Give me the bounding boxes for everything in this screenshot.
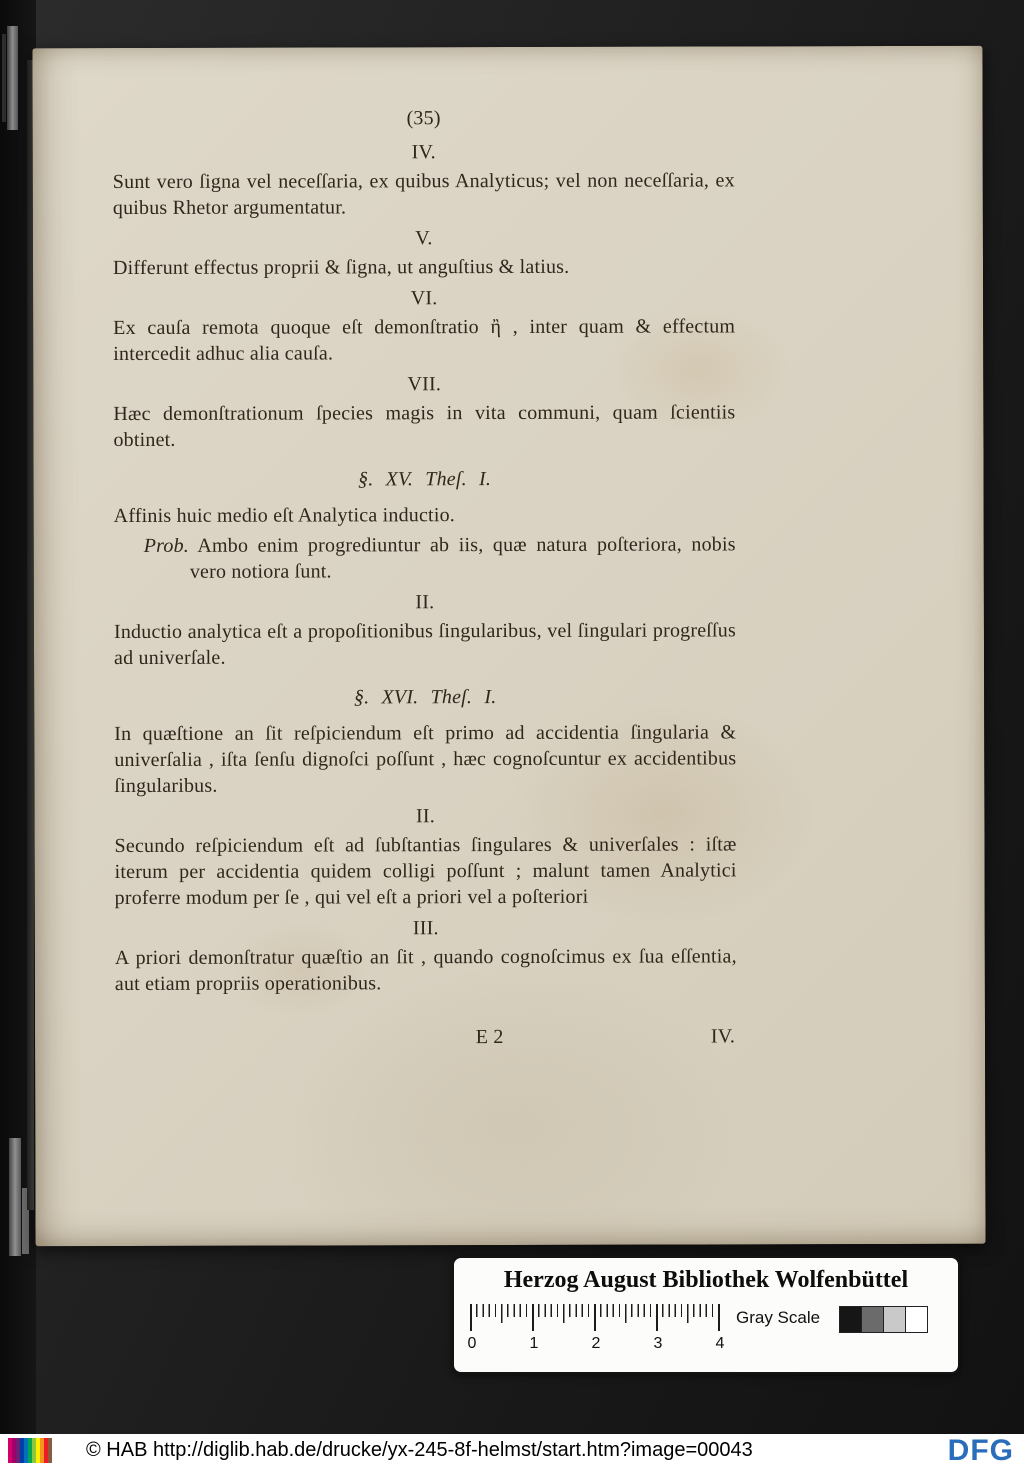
cm-ruler [467,1304,725,1353]
ruler-number: 4 [715,1335,725,1352]
color-strip [48,1438,52,1463]
gray-scale-swatch [839,1306,862,1333]
ruler-number: 0 [467,1335,477,1352]
section-heading: IV. [411,141,436,164]
color-calibration-strip [8,1438,52,1463]
body-paragraph: In quæſtione an ſit reſpiciendum eſt primo ad accidentia ſingularia & univerſalia , iſta ſenſu dignoſci poſſunt , hæc cognoſcuntur ex accidentibus ſingularibus. [114,721,737,798]
gray-scale-label: Gray Scale [736,1308,821,1327]
thesis-heading: §. XVI. Theſ. I. [353,686,497,709]
gray-scale-swatch [861,1306,884,1333]
page-edge [7,26,18,130]
page-edge [2,34,6,122]
signature-row [115,1023,737,1052]
thesis-heading: §. XV. Theſ. I. [357,468,492,491]
body-paragraph: A priori demonſtratur quæſtio an ſit , quando cognoſcimus ex ſua eſſentia, aut etiam propriis operationibus. [114,945,737,996]
source-url-text: © HAB http://diglib.hab.de/drucke/yx-245-8f-helmst/start.htm?image=00043 [86,1439,753,1461]
body-paragraph: Secundo reſpiciendum eſt ad ſubſtantias ſingulares & univerſales : iſtæ iterum per accidentia quidem colligi poſſunt ; malunt tamen Analytici proferre modum per ſe , qui vel eſt a priori vel a poſteriori [114,833,737,910]
ruler-numbers [467,1335,725,1353]
gray-scale-swatch [905,1306,928,1333]
body-paragraph: Affinis huic medio eſt Analytica inductio. [113,504,455,528]
body-paragraph: Sunt vero ſigna vel neceſſaria, ex quibus Analyticus; vel non neceſſaria, ex quibus Rhetor argumentatur. [112,169,735,220]
dfg-logo: DFG [947,1433,1014,1467]
proof-paragraph [144,531,736,585]
signature-mark: E 2 [475,1026,504,1049]
gray-scale-swatch [883,1306,906,1333]
catchword: IV. [710,1025,736,1048]
library-name: Herzog August Bibliothek Wolfenbüttel [503,1267,909,1293]
library-label [452,1256,960,1374]
body-paragraph: Ex cauſa remota quoque eſt demonſtratio ἢ , inter quam & effectum intercedit adhuc alia cauſa. [113,315,736,366]
proof-label: Prob. [143,534,190,557]
gray-scale-swatches [840,1306,928,1333]
text-block [113,104,737,1052]
body-paragraph: Differunt effectus proprii & ſigna, ut anguſtius & latius. [112,255,570,280]
ruler-major-ticks [470,1304,720,1331]
section-heading: III. [412,917,439,940]
body-paragraph: Hæc demonſtrationum ſpecies magis in vita communi, quam ſcientiis obtinet. [113,401,736,452]
book-page [32,46,985,1246]
page-edge [9,1138,21,1256]
section-heading: II. [415,591,435,614]
footer-bar [0,1434,1024,1467]
section-heading: V. [415,227,433,250]
section-heading: VII. [407,373,442,396]
page-number: (35) [406,107,441,130]
section-heading: VI. [410,287,438,310]
ruler-number: 2 [591,1335,601,1352]
section-heading: II. [415,805,435,828]
ruler-number: 1 [529,1335,539,1352]
body-paragraph: Inductio analytica eſt a propoſitionibus ſingularibus, vel ſingulari progreſſus ad univerſale. [113,619,736,670]
ruler-ticks [470,1304,720,1332]
ruler-number: 3 [653,1335,663,1352]
proof-text: Ambo enim progrediuntur ab iis, quæ natura poſteriora, nobis vero notiora ſunt. [189,533,736,583]
